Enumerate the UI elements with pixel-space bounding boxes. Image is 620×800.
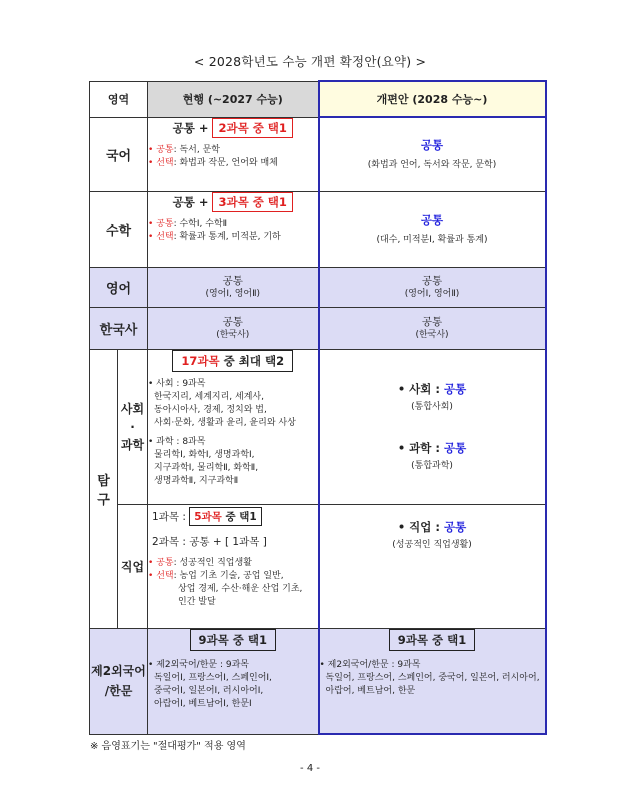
voc-select-3: 인간 발달 bbox=[178, 596, 216, 607]
vocational-new bbox=[319, 504, 546, 628]
english-new bbox=[319, 267, 546, 307]
new-science-val: 공통 bbox=[444, 440, 467, 455]
math-new bbox=[319, 191, 546, 267]
voc-select-tag: 선택 bbox=[156, 570, 174, 581]
voc-common: : 성공적인 직업생활 bbox=[173, 557, 252, 568]
new-social-val: 공통 bbox=[444, 381, 467, 396]
inquiry-label-2: 구 bbox=[97, 492, 110, 508]
new-science-sub: (통합과학) bbox=[411, 460, 453, 471]
english-new-title: 공통 bbox=[421, 275, 443, 287]
history-current bbox=[148, 307, 319, 349]
voc-select-1: : 농업 기초 기술, 공업 일반, bbox=[173, 570, 284, 581]
second-lang-new-box: 9과목 중 택1 bbox=[389, 629, 475, 651]
social-line-2: 동아시아사, 경제, 정치와 법, bbox=[154, 404, 267, 415]
history-new-sub: (한국사) bbox=[415, 330, 449, 340]
header-current: 현행 (~2027 수능) bbox=[148, 81, 319, 117]
math-select-tag: 선택 bbox=[156, 231, 174, 242]
voc-box-red: 5과목 bbox=[194, 510, 222, 523]
math-label: 수학 bbox=[90, 191, 148, 267]
math-cur-box: 3과목 중 택1 bbox=[212, 192, 292, 212]
math-current: 공통 + 3과목 중 택1 • 공통: 수학Ⅰ, 수학Ⅱ • 선택: 확률과 통계, 미적분, 기하 bbox=[148, 191, 319, 267]
korean-new-title: 공통 bbox=[420, 137, 444, 152]
korean-new bbox=[319, 117, 546, 191]
reform-summary-table bbox=[89, 80, 547, 735]
english-cur-sub: (영어Ⅰ, 영어Ⅱ) bbox=[205, 289, 261, 299]
science-head: • 과학 : 8과목 bbox=[148, 436, 206, 447]
english-label: 영어 bbox=[90, 267, 148, 307]
social-science-label-a: 사회 bbox=[120, 401, 145, 416]
footnote: ※ 음영표기는 "절대평가" 적용 영역 bbox=[90, 741, 246, 752]
math-new-sub: (대수, 미적분Ⅰ, 확률과 통계) bbox=[376, 234, 488, 245]
second-lang-new-head: • 제2외국어/한문 : 9과목 bbox=[319, 659, 421, 670]
header-new: 개편안 (2028 수능~) bbox=[319, 81, 546, 117]
history-new-title: 공통 bbox=[421, 316, 443, 328]
korean-common-tag: 공통 bbox=[156, 144, 174, 155]
voc-new-val: 공통 bbox=[444, 519, 467, 534]
second-lang-current bbox=[148, 628, 319, 734]
social-science-label bbox=[118, 349, 148, 504]
second-lang-cur-2: 중국어Ⅰ, 일본어Ⅰ, 러시아어Ⅰ, bbox=[154, 685, 264, 696]
voc-line2: 2과목 : 공통 + [ 1과목 ] bbox=[152, 535, 267, 548]
math-common: : 수학Ⅰ, 수학Ⅱ bbox=[173, 218, 228, 229]
voc-common-tag: 공통 bbox=[156, 557, 174, 568]
history-new bbox=[319, 307, 546, 349]
science-line-2: 지구과학Ⅰ, 물리학Ⅱ, 화학Ⅱ, bbox=[154, 462, 259, 473]
history-cur-title: 공통 bbox=[222, 316, 243, 328]
social-science-label-b: 과학 bbox=[120, 437, 145, 452]
history-label: 한국사 bbox=[90, 307, 148, 349]
new-social-label: • 사회 : bbox=[397, 381, 444, 396]
voc-select-2: 상업 경제, 수산·해운 산업 기초, bbox=[178, 583, 303, 594]
voc-new-sub: (성공적인 직업생활) bbox=[392, 539, 472, 550]
korean-label: 국어 bbox=[90, 117, 148, 191]
voc-new-label: • 직업 : bbox=[397, 519, 444, 534]
second-lang-cur-box: 9과목 중 택1 bbox=[190, 629, 276, 651]
second-lang-label bbox=[90, 628, 148, 734]
english-cur-title: 공통 bbox=[222, 275, 243, 287]
second-lang-new bbox=[319, 628, 546, 734]
vocational-current: 1과목 : 5과목 중 택1 2과목 : 공통 + [ 1과목 ] • 공통: 성공적인 직업생활 • 선택: 농업 기초 기술, 공업 일반, 상업 경제, 수산·해운 산업 기초, 인간 발달 bbox=[148, 504, 319, 628]
science-line-1: 물리학Ⅰ, 화학Ⅰ, 생명과학Ⅰ, bbox=[154, 449, 255, 460]
inquiry-label bbox=[90, 349, 118, 628]
social-head: • 사회 : 9과목 bbox=[148, 378, 206, 389]
second-lang-cur-1: 독일어Ⅰ, 프랑스어Ⅰ, 스페인어Ⅰ, bbox=[154, 672, 272, 683]
korean-current: 공통 + 2과목 중 택1 • 공통: 독서, 문학 • 선택: 화법과 작문, 언어와 매체 bbox=[148, 117, 319, 191]
math-common-tag: 공통 bbox=[156, 218, 174, 229]
social-line-1: 한국지리, 세계지리, 세계사, bbox=[154, 391, 264, 402]
second-lang-cur-head: • 제2외국어/한문 : 9과목 bbox=[148, 659, 249, 670]
social-science-label-dot: · bbox=[130, 419, 135, 434]
new-social-sub: (통합사회) bbox=[411, 401, 453, 412]
korean-new-sub: (화법과 언어, 독서와 작문, 문학) bbox=[367, 159, 497, 170]
korean-common: : 독서, 문학 bbox=[173, 144, 220, 155]
page-number: - 4 - bbox=[300, 763, 320, 774]
science-line-3: 생명과학Ⅱ, 지구과학Ⅱ bbox=[154, 475, 239, 486]
math-select: : 확률과 통계, 미적분, 기하 bbox=[173, 231, 281, 242]
math-cur-prefix: 공통 + bbox=[172, 194, 213, 209]
social-science-current bbox=[148, 349, 319, 504]
document-title: < 2028학년도 수능 개편 확정안(요약) > bbox=[193, 54, 427, 69]
header-area: 영역 bbox=[90, 81, 148, 117]
korean-select: : 화법과 작문, 언어와 매체 bbox=[173, 157, 278, 168]
history-cur-sub: (한국사) bbox=[216, 330, 250, 340]
second-lang-new-1: 독일어, 프랑스어, 스페인어, 중국어, 일본어, 러시아어, bbox=[325, 672, 540, 683]
voc-line1-prefix: 1과목 : bbox=[152, 510, 190, 523]
english-new-sub: (영어Ⅰ, 영어Ⅱ) bbox=[404, 289, 460, 299]
new-science-label: • 과학 : bbox=[397, 440, 444, 455]
second-lang-label-b: /한문 bbox=[104, 684, 133, 698]
korean-select-tag: 선택 bbox=[156, 157, 174, 168]
second-lang-cur-3: 아랍어Ⅰ, 베트남어Ⅰ, 한문Ⅰ bbox=[154, 698, 252, 709]
social-line-3: 사회·문화, 생활과 윤리, 윤리와 사상 bbox=[154, 417, 296, 428]
social-science-new bbox=[319, 349, 546, 504]
voc-box-rest: 중 택1 bbox=[221, 510, 257, 523]
second-lang-label-a: 제2외국어 bbox=[91, 664, 146, 678]
korean-cur-box: 2과목 중 택1 bbox=[212, 118, 292, 138]
social-science-box-rest: 중 최대 택2 bbox=[219, 353, 285, 368]
math-new-title: 공통 bbox=[420, 212, 444, 227]
vocational-label: 직업 bbox=[118, 504, 148, 628]
social-science-box-red: 17과목 bbox=[181, 353, 220, 368]
second-lang-new-2: 아랍어, 베트남어, 한문 bbox=[325, 685, 416, 696]
inquiry-label-1: 탐 bbox=[97, 473, 110, 489]
english-current bbox=[148, 267, 319, 307]
korean-cur-prefix: 공통 + bbox=[172, 120, 213, 135]
